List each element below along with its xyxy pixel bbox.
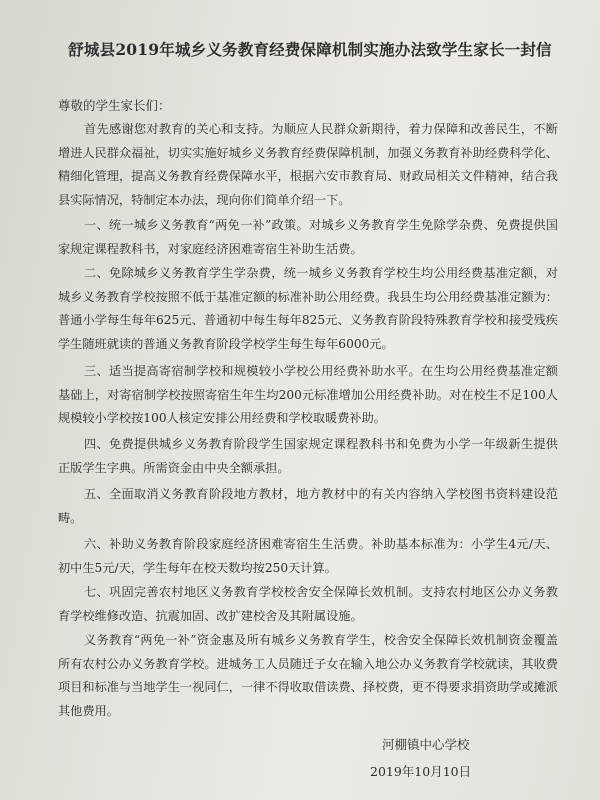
- signature-date: 2019年10月10日: [370, 764, 472, 779]
- salutation: 尊敬的学生家长们：: [58, 98, 171, 113]
- paragraph-policy-3: 三、适当提高寄宿制学校和规模较小学校公用经费补助水平。在生均公用经费基准定额基础上，对寄宿制学校按照寄宿生年生均200元标准增加公用经费补助。对在校生不足100人规模较小学校按100人核定安排公用经费和学校取暖费补助。: [58, 364, 558, 425]
- paragraph-policy-2: 二、免除城乡义务教育学生学杂费，统一城乡义务教育学校生均公用经费基准定额，对城乡义务教育学校按照不低于基准定额的标准补助公用经费。我县生均公用经费基准定额为：普通小学每生每年625元、普通初中每生每年825元、义务教育阶段特殊教育学校和接受残疾学生随班就读的普通义务教育阶段学校学生每生每年6000元。: [58, 266, 558, 351]
- document-title: 舒城县2019年城乡义务教育经费保障机制实施办法致学生家长一封信: [68, 40, 552, 59]
- paragraph-intro: 首先感谢您对教育的关心和支持。为顺应人民群众新期待，着力保障和改善民生，不断增进人民群众福祉，切实实施好城乡义务教育经费保障机制，加强义务教育补助经费科学化、精细化管理，提高义务教育经费保障水平，根据六安市教育局、财政局相关文件精神，结合我县实际情况，特制定本办法，现向你们简单介绍一下。: [58, 122, 558, 207]
- paragraph-policy-6: 六、补助义务教育阶段家庭经济困难寄宿生生活费。补助基本标准为：小学生4元/天、初中生5元/天，学生每年在校天数均按250天计算。: [58, 537, 558, 575]
- paragraph-policy-7: 七、巩固完善农村地区义务教育学校校舍安全保障长效机制。支持农村地区公办义务教育学校维修改造、抗震加固、改扩建校舍及其附属设施。: [58, 585, 558, 623]
- paragraph-policy-1: 一、统一城乡义务教育“两免一补”政策。对城乡义务教育学生免除学杂费、免费提供国家规定课程教科书，对家庭经济困难寄宿生补助生活费。: [58, 218, 558, 256]
- paragraph-closing: 义务教育“两免一补”资金惠及所有城乡义务教育学生，校舍安全保障长效机制资金覆盖所有农村公办义务教育学校。进城务工人员随迁子女在输入地公办义务教育学校就读，其收费项目和标准与当地学生一视同仁，一律不得收取借读费、择校费，更不得要求捐资助学或摊派其他费用。: [58, 633, 558, 718]
- paragraph-policy-5: 五、全面取消义务教育阶段地方教材，地方教材中的有关内容纳入学校图书资料建设范畴。: [58, 487, 558, 525]
- signature-organization: 河棚镇中心学校: [382, 737, 470, 752]
- paragraph-policy-4: 四、免费提供城乡义务教育阶段学生国家规定课程教科书和免费为小学一年级新生提供正版学生字典。所需资金由中央全额承担。: [58, 437, 558, 475]
